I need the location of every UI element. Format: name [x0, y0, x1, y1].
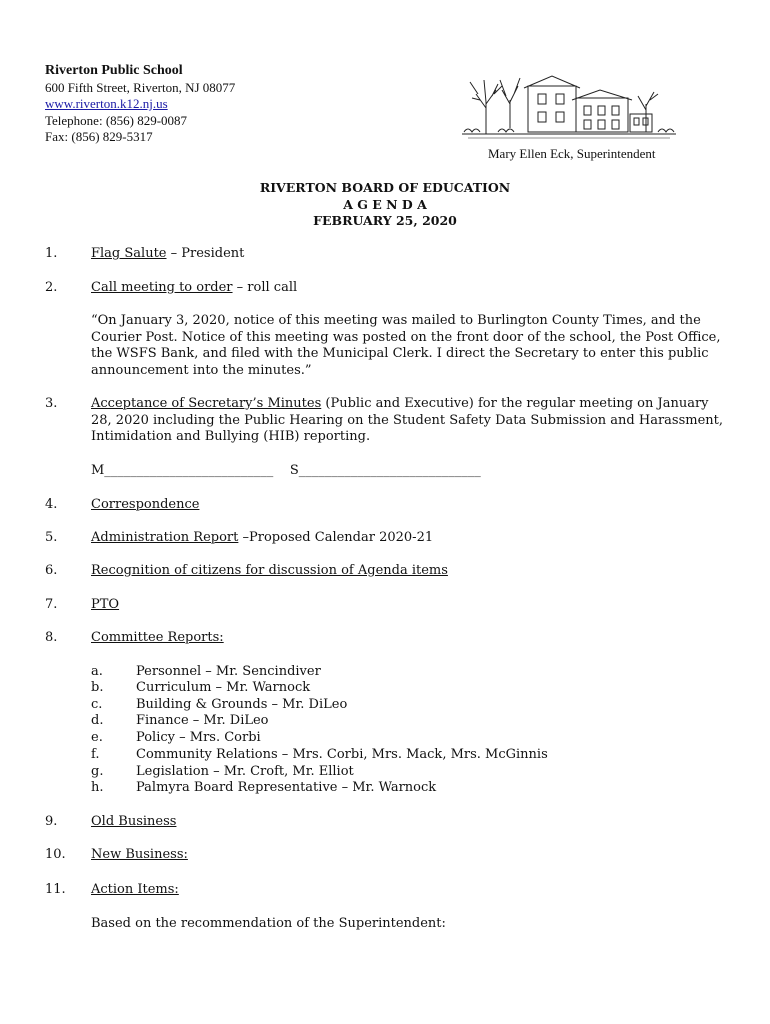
item-number: 2. [45, 280, 58, 295]
item-title: Action Items: [91, 882, 179, 897]
school-telephone: Telephone: (856) 829-0087 [45, 112, 188, 128]
item-number: 9. [45, 814, 58, 829]
superintendent-name: Mary Ellen Eck, Superintendent [488, 146, 656, 161]
motion-second-blanks: M__________________________ S____________________________ [91, 463, 481, 478]
committee-letter: a. [91, 664, 103, 679]
committee-text: Policy – Mrs. Corbi [136, 730, 261, 745]
school-fax: Fax: (856) 829-5317 [45, 129, 153, 144]
committee-text: Personnel – Mr. Sencindiver [136, 664, 321, 679]
item-number: 4. [45, 497, 58, 512]
agenda-title: A G E N D A [343, 196, 427, 212]
item-number: 8. [45, 630, 58, 645]
meeting-date: FEBRUARY 25, 2020 [313, 213, 457, 228]
item-title: New Business: [91, 847, 188, 862]
committee-letter: d. [91, 713, 104, 728]
committee-letter: c. [91, 697, 103, 712]
committee-text: Palmyra Board Representative – Mr. Warnock [136, 780, 437, 795]
school-name: Riverton Public School [45, 63, 183, 78]
committee-text: Finance – Mr. DiLeo [136, 713, 269, 728]
item-title: Recognition of citizens for discussion of Agenda items [91, 563, 448, 578]
item-title: Administration Report [91, 530, 239, 545]
committee-letter: g. [91, 764, 104, 779]
meeting-notice-text: “On January 3, 2020, notice of this meeting was mailed to Burlington County Times, and the Courier Post. Notice of this meeting was posted on the front door of the school, the Post Office, the WSFS Bank, and filed with the Municipal Clerk. I direct the Secretary to enter this public announcement into the minutes.” [91, 313, 721, 378]
action-items-note-text: Based on the recommendation of the Superintendent: [91, 916, 446, 931]
committee-letter: h. [91, 780, 104, 795]
committee-letter: b. [91, 680, 104, 695]
item-title: Flag Salute [91, 246, 167, 261]
committee-letter: e. [91, 730, 103, 745]
item-title: Old Business [91, 814, 177, 829]
item-title: Committee Reports: [91, 630, 224, 645]
item-number: 6. [45, 563, 58, 578]
item-number: 11. [45, 882, 66, 897]
committee-text: Community Relations – Mrs. Corbi, Mrs. Mack, Mrs. McGinnis [136, 747, 548, 762]
board-title: RIVERTON BOARD OF EDUCATION [259, 180, 511, 195]
item-title: Acceptance of Secretary’s Minutes [91, 396, 322, 411]
item-number: 3. [45, 396, 58, 411]
item-number: 1. [45, 246, 58, 261]
item-number: 7. [45, 597, 58, 612]
item-title: Call meeting to order [91, 280, 233, 295]
letterhead [45, 63, 235, 146]
school-building-logo [458, 64, 680, 142]
agenda-heading [0, 180, 770, 230]
item-detail: –Proposed Calendar 2020-21 [238, 530, 434, 545]
item-title: PTO [91, 597, 120, 612]
committee-text: Curriculum – Mr. Warnock [136, 680, 311, 695]
school-website-link[interactable]: www.riverton.k12.nj.us [45, 96, 168, 111]
item-detail: – President [166, 246, 245, 261]
item-detail: – roll call [232, 280, 298, 295]
item-number: 10. [45, 847, 66, 862]
item-title: Correspondence [91, 497, 200, 512]
school-address: 600 Fifth Street, Riverton, NJ 08077 [45, 79, 236, 95]
committee-letter: f. [91, 747, 100, 762]
committee-text: Legislation – Mr. Croft, Mr. Elliot [136, 764, 354, 779]
item-number: 5. [45, 530, 58, 545]
committee-text: Building & Grounds – Mr. DiLeo [136, 697, 348, 712]
item-detail: (Public and Executive) for the regular meeting on January 28, 2020 including the Public Hearing on the Student Safety Data Submission and Harassment, Intimidation and Bullying (HIB) reporting. [91, 396, 724, 444]
